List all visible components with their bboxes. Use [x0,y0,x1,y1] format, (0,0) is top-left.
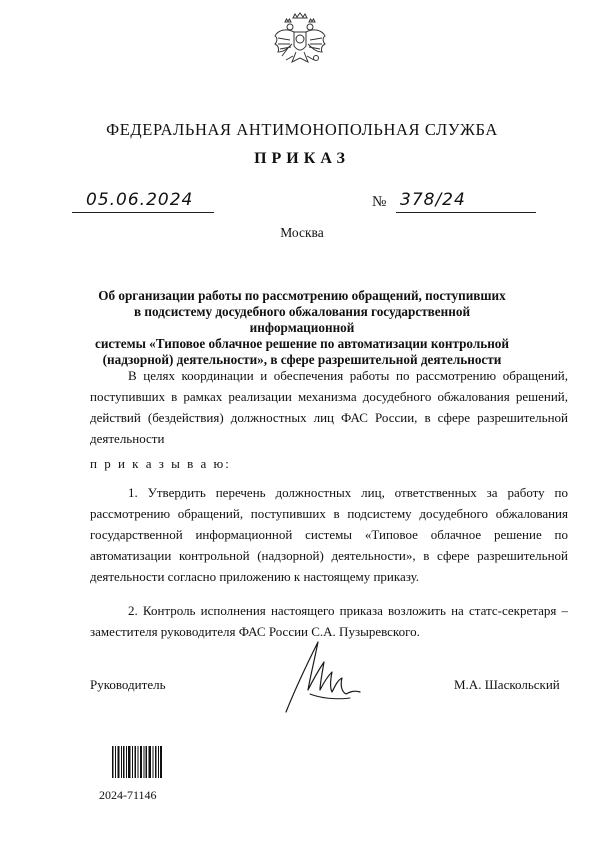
heading-line: (надзорной) деятельности», в сфере разрешительной деятельности [102,352,502,367]
signatory-name: М.А. Шаскольский [454,677,560,692]
document-type: ПРИКАЗ [254,150,350,167]
order-item-2-text: 2. Контроль исполнения настоящего приказа возложить на статс-секретаря – заместителя руководителя ФАС России С.А. Пузыревского. [90,603,568,639]
heading-line: Об организации работы по рассмотрению обращений, поступивших [98,288,506,303]
registration-number: 2024-71146 [99,788,157,802]
heading-line: системы «Типовое облачное решение по автоматизации контрольной [94,336,510,351]
decree-word: п р и к а з ы в а ю: [90,456,231,471]
handwritten-signature-icon [280,632,376,718]
city: Москва [280,225,324,240]
preamble-block [90,365,568,449]
order-heading [80,288,524,368]
order-date: 05.06.2024 [86,190,194,210]
preamble-text: В целях координации и обеспечения работы по рассмотрению обращений, поступивших в рамках реализации механизма досудебного обжалования решений, действий (бездействия) должностных лиц ФАС России, в сфере разрешительной деятельности [90,368,568,446]
coat-of-arms-icon [272,12,328,72]
order-item-1-text: 1. Утвердить перечень должностных лиц, ответственных за работу по рассмотрению обращений, поступивших в подсистему досудебного обжалования государственной информационной системы «Типовое облачное решение по автоматизации контрольной (надзорной) деятельности», в сфере разрешительной деятельности согласно приложению к настоящему приказу. [90,485,568,584]
date-field [72,192,214,213]
agency-name: ФЕДЕРАЛЬНАЯ АНТИМОНОПОЛЬНАЯ СЛУЖБА [106,120,498,139]
order-number: 378/24 [400,190,466,210]
order-item-1 [90,482,568,587]
barcode-icon [112,746,162,778]
heading-line: в подсистему досудебного обжалования государственной информационной [133,304,471,335]
number-field [396,192,536,213]
number-label: № [372,194,387,210]
signatory-role: Руководитель [90,677,166,692]
